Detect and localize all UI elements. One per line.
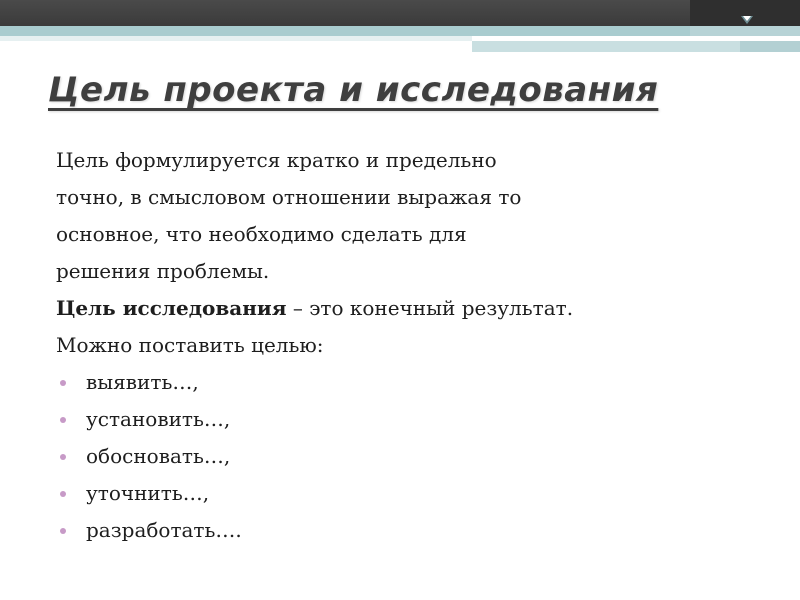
paragraph-line-4: решения проблемы.	[56, 259, 270, 283]
list-item	[56, 364, 776, 401]
list-item	[56, 512, 776, 549]
list-item	[56, 401, 776, 438]
definition-rest: – это конечный результат.	[286, 296, 574, 320]
list-item-text: уточнить…,	[86, 481, 210, 505]
header-teal-bar-right	[690, 26, 800, 36]
header-light-bar	[0, 36, 472, 41]
slide-body	[56, 142, 776, 549]
definition-line	[56, 290, 776, 327]
list-item-text: разработать….	[86, 518, 242, 542]
list-item	[56, 475, 776, 512]
header-dark-bar	[0, 0, 800, 26]
intro-line: Можно поставить целью:	[56, 333, 324, 357]
corner-triangle-inner	[743, 16, 751, 21]
bullet-dot-icon	[60, 454, 66, 460]
bullet-dot-icon	[60, 491, 66, 497]
header-light-bar-secondary-right	[740, 41, 800, 52]
bullet-dot-icon	[60, 380, 66, 386]
definition-term: Цель исследования	[56, 296, 287, 320]
list-item-text: обосновать…,	[86, 444, 231, 468]
slide-title: Цель проекта и исследования	[48, 70, 659, 110]
goal-list	[56, 364, 776, 549]
list-item-text: установить…,	[86, 407, 231, 431]
bullet-dot-icon	[60, 528, 66, 534]
header-teal-bar	[0, 26, 800, 36]
bullet-dot-icon	[60, 417, 66, 423]
paragraph-line-2: точно, в смысловом отношении выражая то	[56, 185, 522, 209]
paragraph-line-1: Цель формулируется кратко и предельно	[56, 148, 497, 172]
paragraph-line-3: основное, что необходимо сделать для	[56, 222, 467, 246]
list-item-text: выявить…,	[86, 370, 199, 394]
list-item	[56, 438, 776, 475]
